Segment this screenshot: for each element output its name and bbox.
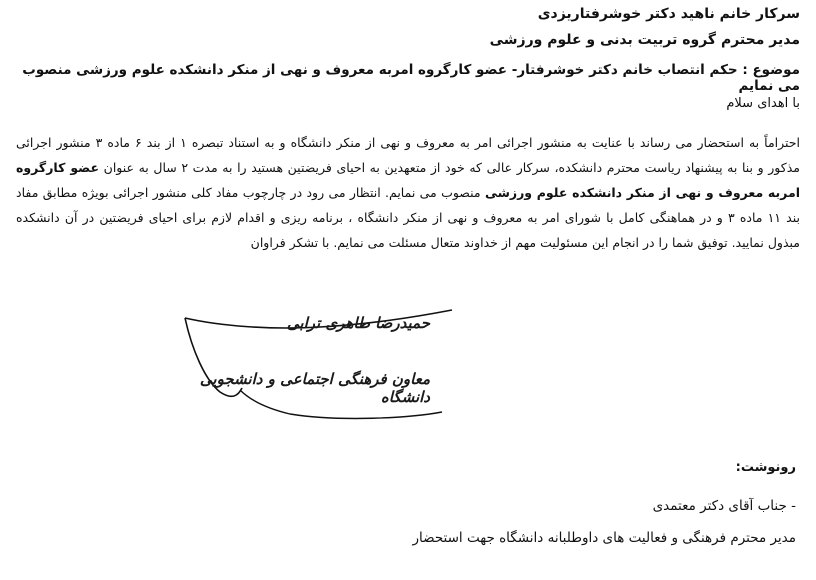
subject-line: موضوع : حکم انتصاب خانم دکتر خوشرفتار- عضو کارگروه امربه معروف و نهی از منکر دانشکده علوم ورزشی منصوب می نمایم [22,62,800,94]
cc-recipient: - جناب آقای دکتر معتمدی [652,498,796,514]
body-highlight: عضو کارگروه امربه معروف و نهی از منکر دانشکده علوم ورزشی [16,160,800,200]
body-text-part2: منصوب می نمایم. انتظار می رود در چارچوب مفاد کلی منشور اجرائی بویژه مطابق مفاد بند ۱۱ ماده ۳ و در هماهنگی کامل با شورای امر به معروف و نهی از منکر دانشگاه ، برنامه ریزی و اقدام لازم برای احیای فریضتین در آن دانشکده مبذول نمایید. توفیق شما را در انجام این مسئولیت مهم از خداوند متعال مسئلت می نمایم. با تشکر فراوان [16,185,800,250]
cc-recipient-role: مدیر محترم فرهنگی و فعالیت های داوطلبانه دانشگاه جهت استحضار [412,530,796,546]
cc-title: رونوشت: [735,460,796,475]
recipient-role: مدیر محترم گروه تربیت بدنی و علوم ورزشی [489,32,800,48]
signatory-title: معاون فرهنگی اجتماعی و دانشجویی دانشگاه [199,370,430,406]
recipient-name: سرکار خانم ناهید دکتر خوشرفتاریزدی [537,6,800,22]
signatory-name: حمیدرضا طاهری ترابی [286,314,430,332]
body-text-part1: احتراماً به استحضار می رساند با عنایت به منشور اجرائی امر به معروف و نهی از منکر دانشگاه و به استناد تبصره ۱ از بند ۶ ماده ۳ منشور اجرائی مذکور و بنا به پیشنهاد ریاست محترم دانشکده، سرکار عالی که خود از متعهدین به احیای فریضتین هستید را به مدت ۲ سال به عنوان [16,135,800,175]
greeting: با اهدای سلام [726,96,800,111]
letter-body [16,130,800,255]
signature-block [180,300,470,430]
